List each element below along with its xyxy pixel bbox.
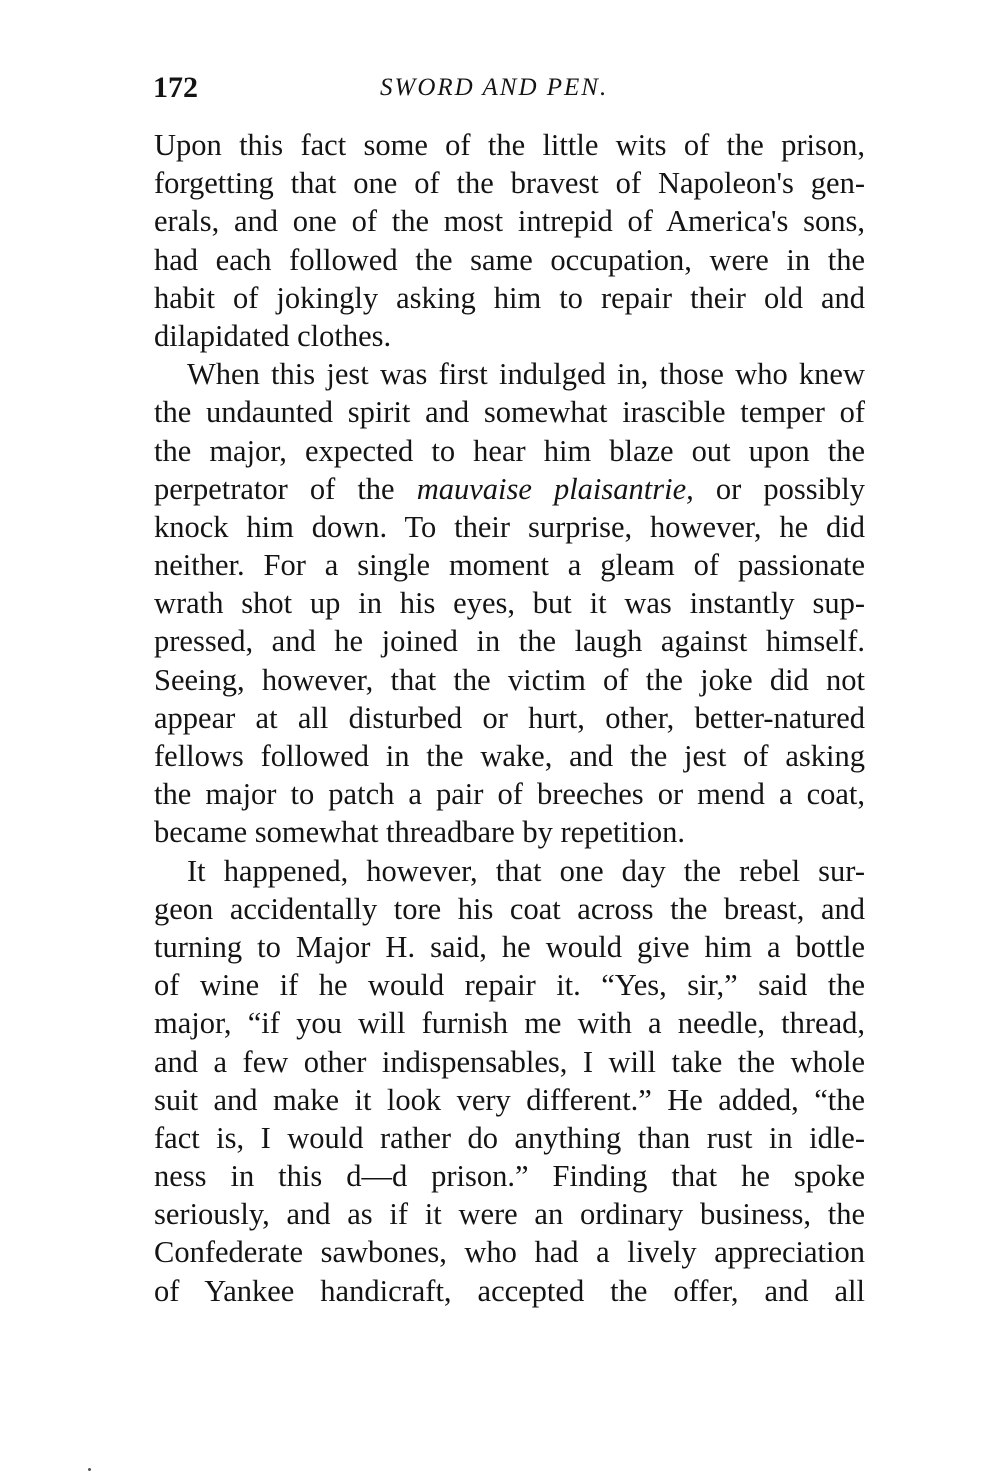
paragraph-2 bbox=[154, 355, 865, 851]
body-text bbox=[154, 126, 865, 1310]
text-line: It happened, however, that one day the rebel sur- bbox=[187, 853, 865, 888]
text-line: pressed, and he joined in the laugh against himself. bbox=[154, 624, 865, 659]
text-line: of wine if he would repair it. “Yes, sir,” said the bbox=[154, 968, 865, 1003]
text-line-with-italic bbox=[154, 470, 865, 508]
paragraph-1 bbox=[154, 126, 865, 355]
page-header bbox=[150, 66, 865, 110]
text-line: fact is, I would rather do anything than rust in idle- bbox=[154, 1120, 865, 1155]
text-line: seriously, and as if it were an ordinary business, the bbox=[154, 1197, 865, 1232]
text-line: ness in this d—d prison.” Finding that he spoke bbox=[154, 1159, 865, 1194]
text-segment: perpetrator of the bbox=[154, 471, 417, 506]
text-line: knock him down. To their surprise, however, he did bbox=[154, 509, 865, 544]
text-line: When this jest was first indulged in, those who knew bbox=[187, 357, 865, 392]
text-line: Seeing, however, that the victim of the joke did not bbox=[154, 662, 865, 697]
text-line: forgetting that one of the bravest of Napoleon's gen- bbox=[154, 166, 865, 201]
text-line: the major, expected to hear him blaze out upon the bbox=[154, 433, 865, 468]
text-line: the undaunted spirit and somewhat irascible temper of bbox=[154, 395, 865, 430]
page-number: 172 bbox=[153, 71, 198, 104]
text-line: geon accidentally tore his coat across the breast, and bbox=[154, 891, 865, 926]
text-line: became somewhat threadbare by repetition. bbox=[154, 815, 685, 850]
paragraph-3 bbox=[154, 852, 865, 1310]
text-line: major, “if you will furnish me with a needle, thread, bbox=[154, 1006, 865, 1041]
text-line: had each followed the same occupation, were in the bbox=[154, 242, 865, 277]
text-line: turning to Major H. said, he would give him a bottle bbox=[154, 929, 865, 964]
text-line: of Yankee handicraft, accepted the offer, and all bbox=[154, 1273, 865, 1308]
text-line: Upon this fact some of the little wits of the prison, bbox=[154, 128, 865, 162]
text-line: neither. For a single moment a gleam of passionate bbox=[154, 548, 865, 583]
italic-phrase: mauvaise plaisantrie, bbox=[416, 471, 694, 506]
text-line: dilapidated clothes. bbox=[154, 318, 392, 353]
text-line: the major to patch a pair of breeches or mend a coat, bbox=[154, 777, 865, 812]
text-line: suit and make it look very different.” He added, “the bbox=[154, 1082, 865, 1117]
paper-speck bbox=[88, 1468, 91, 1471]
text-line: appear at all disturbed or hurt, other, better-natured bbox=[154, 700, 865, 735]
text-line: fellows followed in the wake, and the jest of asking bbox=[154, 739, 865, 773]
text-line: and a few other indispensables, I will take the whole bbox=[154, 1044, 865, 1079]
text-line: Confederate sawbones, who had a lively appreciation bbox=[154, 1235, 865, 1270]
text-line: habit of jokingly asking him to repair their old and bbox=[154, 280, 865, 315]
text-line: wrath shot up in his eyes, but it was instantly sup- bbox=[154, 586, 865, 621]
text-segment: or possibly bbox=[693, 471, 865, 506]
running-title: SWORD AND PEN. bbox=[380, 74, 609, 101]
text-line: erals, and one of the most intrepid of America's sons, bbox=[154, 204, 865, 239]
